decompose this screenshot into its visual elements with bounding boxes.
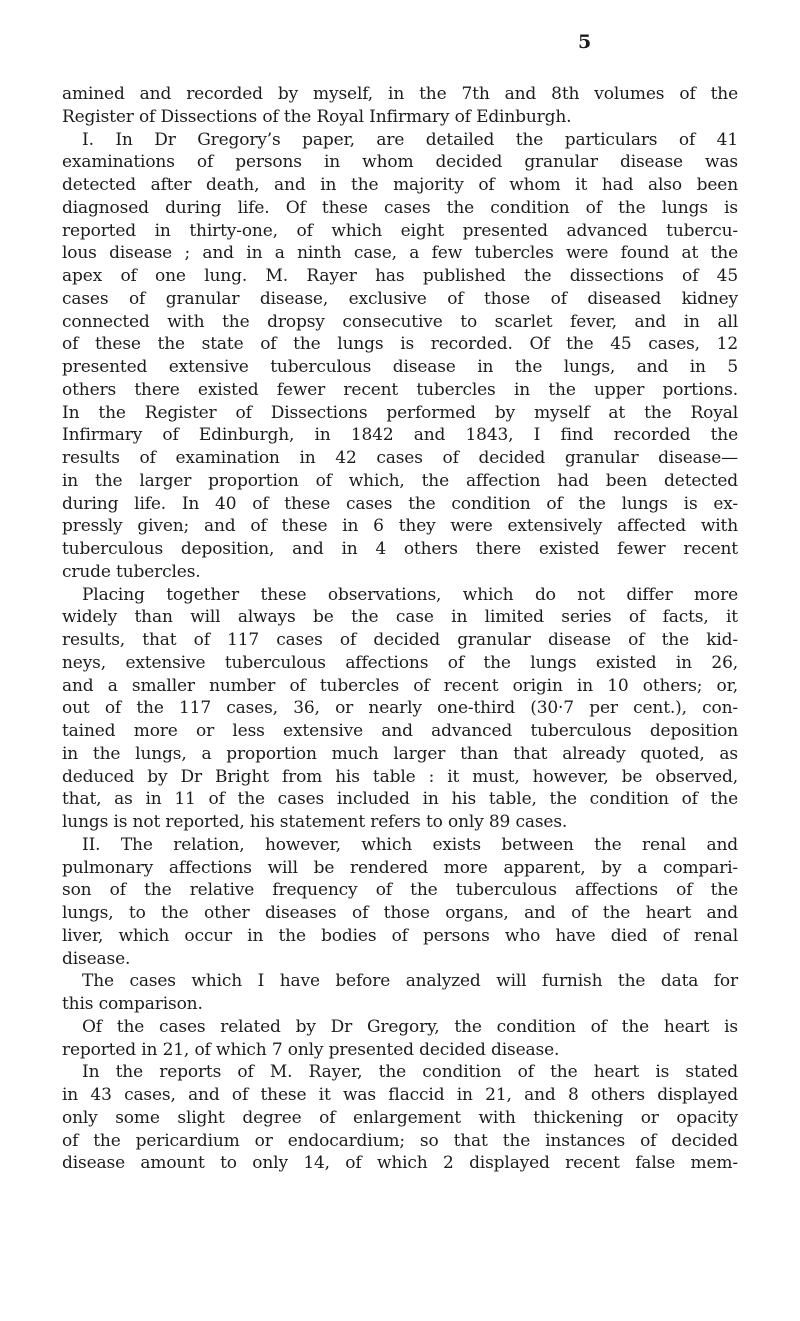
text-line: in the larger proportion of which, the affection had been detected (62, 470, 738, 491)
text-line: I. In Dr Gregory’s paper, are detailed the particulars of 41 (82, 129, 738, 150)
text-line: amined and recorded by myself, in the 7th and 8th volumes of the (62, 84, 738, 104)
text-line: presented extensive tuberculous disease in the lungs, and in 5 (62, 357, 738, 377)
text-line: Of the cases related by Dr Gregory, the condition of the heart is (82, 1016, 738, 1037)
text-body (62, 83, 738, 1175)
text-line: In the Register of Dissections performed by myself at the Royal (62, 402, 738, 423)
text-line: disease amount to only 14, of which 2 displayed recent false mem- (62, 1153, 738, 1174)
text-line: others there existed fewer recent tubercles in the upper portions. (62, 379, 738, 400)
text-line: detected after death, and in the majority of whom it had also been (62, 175, 738, 195)
text-line: in the lungs, a proportion much larger than that already quoted, as (62, 743, 738, 764)
text-line: widely than will always be the case in limited series of facts, it (62, 607, 738, 628)
text-line: crude tubercles. (62, 561, 201, 582)
text-line: connected with the dropsy consecutive to scarlet fever, and in all (62, 311, 738, 332)
text-line: deduced by Dr Bright from his table : it must, however, be observed, (62, 766, 738, 787)
text-line: Register of Dissections of the Royal Infirmary of Edinburgh. (62, 106, 572, 127)
text-line: tuberculous deposition, and in 4 others there existed fewer recent (62, 539, 738, 559)
text-line: and a smaller number of tubercles of recent origin in 10 others; or, (62, 675, 738, 696)
text-line: reported in thirty-one, of which eight presented advanced tubercu- (62, 220, 738, 241)
text-line: of these the state of the lungs is recorded. Of the 45 cases, 12 (62, 334, 738, 355)
text-line: this comparison. (62, 994, 203, 1014)
text-line: results of examination in 42 cases of decided granular disease— (62, 448, 738, 468)
text-line: apex of one lung. M. Rayer has published the dissections of 45 (62, 266, 738, 286)
text-line: that, as in 11 of the cases included in his table, the condition of the (62, 789, 738, 810)
text-line: In the reports of M. Rayer, the condition of the heart is stated (82, 1062, 738, 1083)
page-number: 5 (578, 31, 592, 53)
text-line: examinations of persons in whom decided granular disease was (62, 152, 738, 173)
text-line: lungs is not reported, his statement refers to only 89 cases. (62, 812, 568, 832)
text-line: pressly given; and of these in 6 they were extensively affected with (62, 516, 738, 537)
text-line: of the pericardium or endocardium; so that the instances of decided (62, 1130, 738, 1151)
text-line: The cases which I have before analyzed will furnish the data for (82, 971, 738, 992)
text-line: lous disease ; and in a ninth case, a few tubercles were found at the (62, 243, 738, 264)
text-line: II. The relation, however, which exists between the renal and (82, 834, 738, 855)
text-line: during life. In 40 of these cases the condition of the lungs is ex- (62, 493, 738, 514)
text-line: liver, which occur in the bodies of persons who have died of renal (62, 925, 738, 946)
text-line: out of the 117 cases, 36, or nearly one-third (30·7 per cent.), con- (62, 698, 738, 719)
text-line: pulmonary affections will be rendered more apparent, by a compari- (62, 857, 738, 878)
text-line: disease. (62, 948, 131, 969)
text-line: only some slight degree of enlargement with thickening or opacity (62, 1107, 738, 1128)
text-line: results, that of 117 cases of decided granular disease of the kid- (62, 630, 738, 650)
text-line: diagnosed during life. Of these cases the condition of the lungs is (62, 197, 738, 218)
text-line: in 43 cases, and of these it was flaccid in 21, and 8 others displayed (62, 1085, 738, 1105)
text-line: tained more or less extensive and advanced tuberculous deposition (62, 721, 738, 741)
text-line: lungs, to the other diseases of those organs, and of the heart and (62, 903, 738, 923)
text-line: son of the relative frequency of the tuberculous affections of the (62, 880, 738, 901)
text-line: cases of granular disease, exclusive of those of diseased kidney (62, 288, 738, 309)
text-line: reported in 21, of which 7 only presented decided disease. (62, 1039, 560, 1060)
text-line: neys, extensive tuberculous affections of the lungs existed in 26, (62, 652, 738, 673)
text-line: Infirmary of Edinburgh, in 1842 and 1843, I find recorded the (62, 425, 738, 446)
text-line: Placing together these observations, which do not differ more (82, 584, 738, 605)
